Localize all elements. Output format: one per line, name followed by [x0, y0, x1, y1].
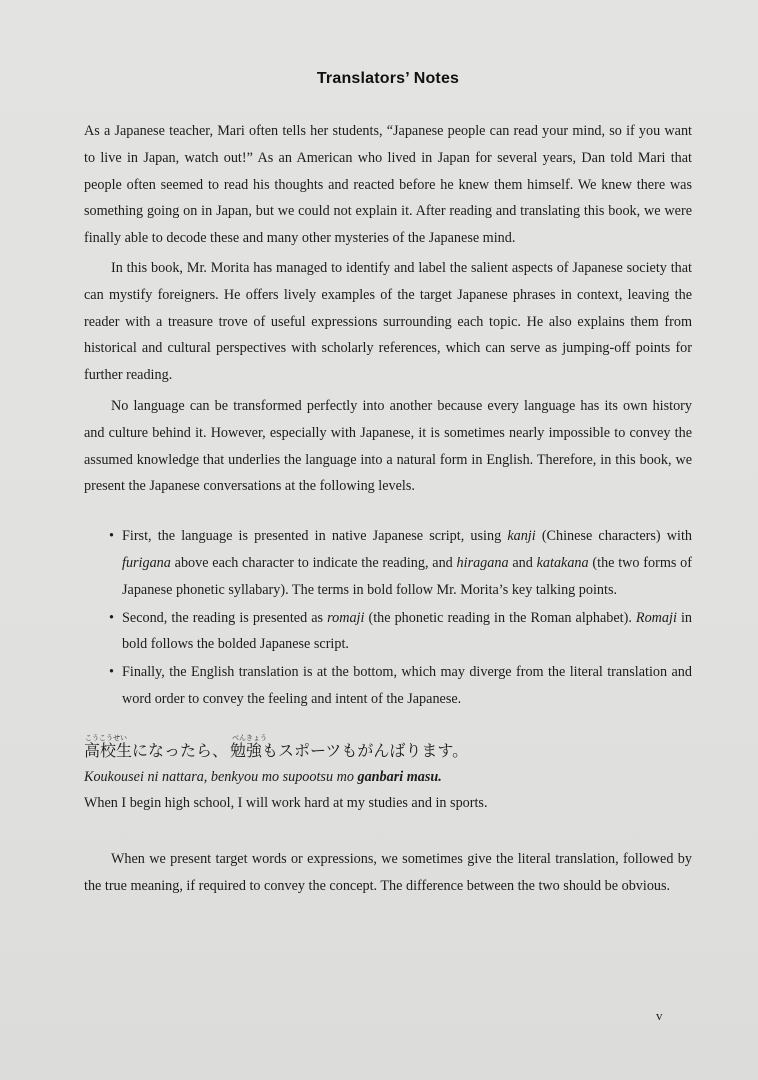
paragraph-literal-translation: When we present target words or expressions, we sometimes give the literal translation, followed by the true meaning, if required to convey the concept. The difference between the two should be obvious.	[84, 850, 692, 894]
list-item-translation	[84, 659, 692, 713]
furigana-benkyou: べんきょう	[232, 733, 267, 742]
japanese-sentence	[84, 734, 692, 764]
example-block	[84, 734, 692, 816]
page-number: v	[656, 1008, 663, 1023]
list-item-romaji-text	[122, 605, 692, 659]
paragraph-language-levels: No language can be transformed perfectly into another because every language has its own history and culture behind it. However, especially with Japanese, it is sometimes nearly impossible to convey the assumed knowledge that underlies the language into a natural form in English. Therefore, in this book, we present the Japanese conversations at the following levels.	[84, 397, 692, 495]
english-translation: When I begin high school, I will work hard at my studies and in sports.	[84, 794, 488, 811]
bullet-marker: •	[109, 609, 114, 626]
text-fragment: First, the language is presented in native Japanese script, using	[122, 528, 508, 545]
japanese-text: になったら、	[132, 740, 229, 760]
list-item-script-text	[122, 523, 692, 603]
term-furigana: furigana	[122, 554, 171, 571]
list-item-script	[84, 523, 692, 603]
term-hiragana: hiragana	[456, 554, 509, 571]
text-fragment: (the phonetic reading in the Roman alphabet).	[364, 609, 636, 626]
term-romaji-bold: Romaji	[635, 609, 677, 626]
bullet-marker: •	[109, 664, 114, 681]
levels-list	[84, 523, 692, 713]
text-fragment: above each character to indicate the reading, and	[170, 554, 457, 571]
term-katakana: katakana	[536, 554, 589, 571]
bullet-marker: •	[109, 528, 114, 545]
kanji-benkyou: 勉強	[230, 740, 263, 760]
page-title: Translators’ Notes	[316, 70, 460, 87]
text-fragment: (the two forms of Japanese phonetic syllabary). The terms in bold follow Mr. Morita’s key talking points.	[122, 554, 692, 598]
romaji-bold-text: ganbari masu.	[357, 768, 442, 785]
text-fragment: and	[508, 554, 537, 571]
furigana-koukousei: こうこうせい	[85, 733, 127, 742]
page-content	[84, 70, 692, 899]
romaji-line	[84, 764, 692, 790]
text-fragment: (Chinese characters) with	[535, 528, 692, 545]
text-fragment: in bold follows the bolded Japanese script.	[122, 609, 692, 653]
paragraph-morita: In this book, Mr. Morita has managed to identify and label the salient aspects of Japanese society that can mystify foreigners. He offers lively examples of the target Japanese phrases in context, leaving the reader with a treasure trove of useful expressions surrounding each topic. He also explains them from historical and cultural perspectives with scholarly references, which can serve as jumping-off points for further reading.	[84, 259, 692, 384]
list-item-romaji	[84, 605, 692, 659]
term-kanji: kanji	[507, 528, 536, 545]
text-fragment: Second, the reading is presented as	[122, 609, 328, 626]
kanji-koukousei: 高校生	[84, 740, 133, 760]
paragraph-intro: As a Japanese teacher, Mari often tells her students, “Japanese people can read your mind, so if you want to live in Japan, watch out!” As an American who lived in Japan for several years, Dan told Mari that people often seemed to read his thoughts and reacted before he knew them himself. We knew there was something going on in Japan, but we could not explain it. After reading and translating this book, we were finally able to decode these and many other mysteries of the Japanese mind.	[84, 123, 692, 247]
japanese-text: もスポーツもがんばります。	[262, 740, 469, 760]
list-item-translation-text: Finally, the English translation is at the bottom, which may diverge from the literal translation and word order to convey the feeling and intent of the Japanese.	[122, 664, 692, 707]
romaji-text: Koukousei ni nattara, benkyou mo supootsu mo	[84, 768, 358, 785]
term-romaji: romaji	[327, 609, 365, 626]
